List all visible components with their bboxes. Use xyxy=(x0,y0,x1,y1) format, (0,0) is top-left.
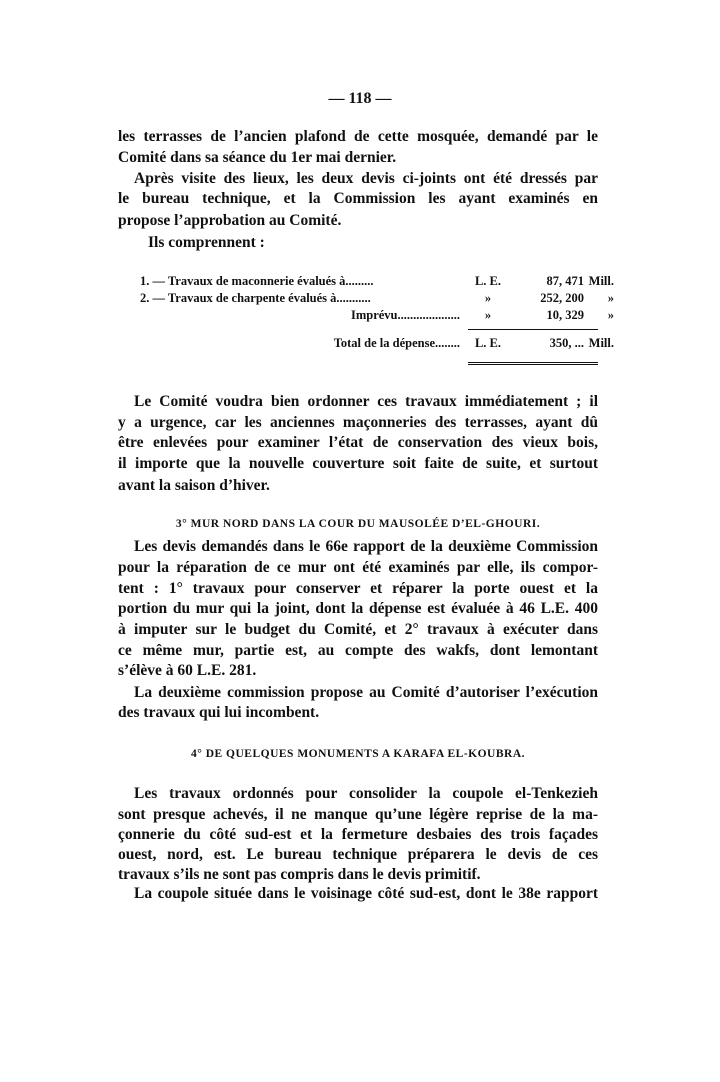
total-unit: Mill. xyxy=(588,336,614,350)
expense-row xyxy=(140,291,614,309)
text-line: La coupole située dans le voisinage côté sud-est, dont le 38e rapport xyxy=(134,885,598,902)
text-line: y a urgence, car les anciennes maçonneries des terrasses, ayant dû xyxy=(118,414,598,431)
text-line: Comité dans sa séance du 1er mai dernier. xyxy=(118,149,397,166)
text-line: à imputer sur le budget du Comité, et 2° travaux à exécuter dans xyxy=(118,621,598,638)
expense-unit: Mill. xyxy=(588,274,614,288)
total-label: Total de la dépense........ xyxy=(333,336,460,350)
expense-label: Imprévu.................... xyxy=(350,308,460,322)
expense-currency: L. E. xyxy=(474,274,502,288)
expense-amount: 87, 471 xyxy=(546,274,584,288)
text-line: ouest, nord, est. Le bureau technique préparera le devis de ces xyxy=(118,846,598,863)
text-line: il importe que la nouvelle couverture soit faite de suite, et surtout xyxy=(118,455,598,472)
double-rule xyxy=(468,362,598,365)
section-heading: 3° MUR NORD DANS LA COUR DU MAUSOLÉE D’EL-GHOURI. xyxy=(175,518,541,530)
expense-amount: 10, 329 xyxy=(546,308,584,322)
text-line: des travaux qui lui incombent. xyxy=(118,704,320,721)
text-line: Le Comité voudra bien ordonner ces travaux immédiatement ; il xyxy=(134,393,598,410)
text-line: Après visite des lieux, les deux devis ci-joints ont été dressés par xyxy=(134,170,598,187)
expense-label: 1. — Travaux de maconnerie évalués à......... xyxy=(140,274,374,288)
text-line: Les devis demandés dans le 66e rapport de la deuxième Commission xyxy=(134,538,598,555)
text-line: être enlevées pour examiner l’état de conservation des vieux bois, xyxy=(118,434,598,451)
text-line: ce même mur, partie est, au compte des wakfs, dont lemontant xyxy=(118,642,598,659)
text-line: pour la réparation de ce mur ont été examinés par elle, ils compor- xyxy=(118,559,598,576)
expense-row xyxy=(140,274,614,292)
text-line: Les travaux ordonnés pour consolider la coupole el-Tenkezieh xyxy=(134,785,598,802)
total-amount: 350, ... xyxy=(549,336,584,350)
expense-row xyxy=(140,308,614,326)
sum-rule xyxy=(468,329,598,330)
expense-amount: 252, 200 xyxy=(540,291,584,305)
expense-unit: » xyxy=(607,308,614,322)
text-line: Ils comprennent : xyxy=(148,234,265,251)
total-row xyxy=(140,336,614,354)
expense-label: 2. — Travaux de charpente évalués à........... xyxy=(140,291,371,305)
text-line: le bureau technique, et la Commission les ayant examinés en xyxy=(118,190,598,207)
section-heading: 4° DE QUELQUES MONUMENTS A KARAFA EL-KOUBRA. xyxy=(190,748,526,760)
text-line: La deuxième commission propose au Comité d’autoriser l’exécution xyxy=(134,684,598,701)
text-line: çonnerie du côté sud-est et la fermeture desbaies des trois façades xyxy=(118,826,598,843)
text-line: portion du mur qui la joint, dont la dépense est évaluée à 46 L.E. 400 xyxy=(118,600,598,617)
text-line: travaux s’ils ne sont pas compris dans le devis primitif. xyxy=(118,866,481,883)
page-number: — 118 — xyxy=(328,90,392,107)
expense-currency: » xyxy=(484,308,492,322)
total-currency: L. E. xyxy=(474,336,502,350)
expense-unit: » xyxy=(607,291,614,305)
text-line: sont presque achevés, il ne manque qu’une légère reprise de la ma- xyxy=(118,806,598,823)
text-line: les terrasses de l’ancien plafond de cette mosquée, demandé par le xyxy=(118,128,598,145)
text-line: tent : 1° travaux pour conserver et réparer la porte ouest et la xyxy=(118,580,598,597)
text-line: avant la saison d’hiver. xyxy=(118,477,270,494)
text-line: propose l’approbation au Comité. xyxy=(118,212,342,229)
text-line: s’élève à 60 L.E. 281. xyxy=(118,662,257,679)
expense-currency: » xyxy=(484,291,492,305)
